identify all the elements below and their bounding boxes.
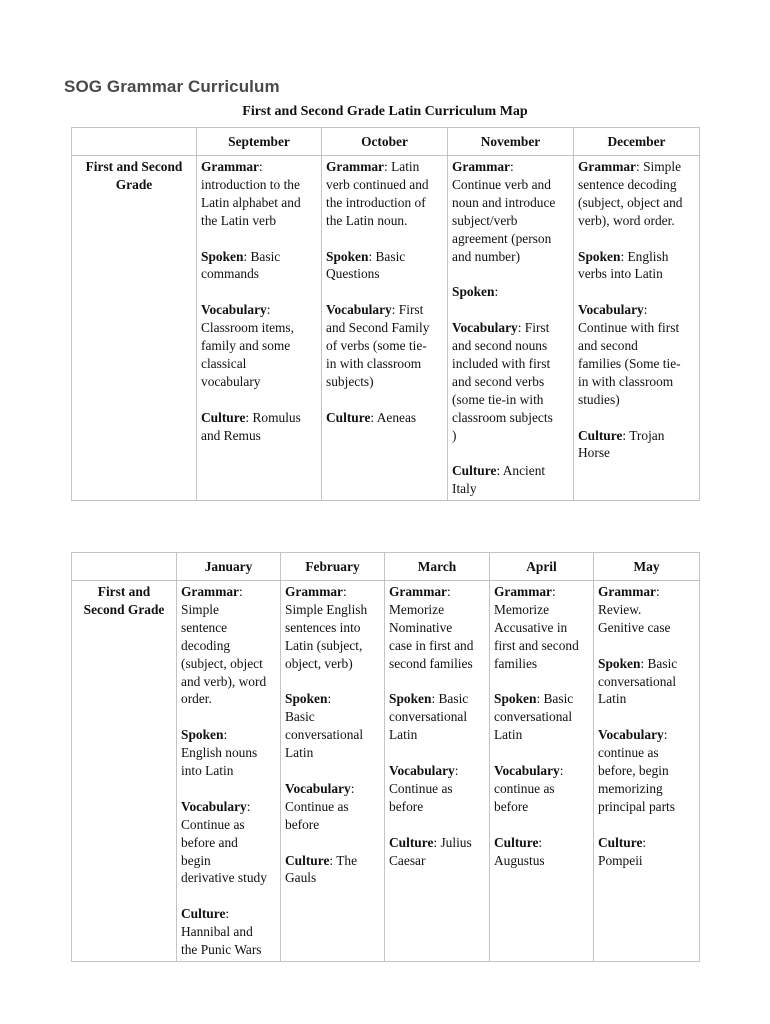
document-subtitle: First and Second Grade Latin Curriculum Map bbox=[242, 104, 528, 119]
table-row bbox=[72, 581, 700, 962]
month-cell bbox=[574, 156, 700, 501]
curriculum-table-fall bbox=[71, 127, 700, 501]
culture-entry: Culture: Julius Caesar bbox=[389, 834, 472, 868]
month-cell bbox=[322, 156, 448, 501]
row-header-grade: First and Second Grade bbox=[72, 581, 177, 962]
spoken-entry: Spoken: Basic commands bbox=[201, 248, 281, 282]
spoken-entry: Spoken: English verbs into Latin bbox=[578, 248, 669, 282]
month-header: April bbox=[490, 553, 594, 581]
grammar-entry: Grammar: Simple English sentences into Latin (subject, object, verb) bbox=[285, 584, 368, 671]
month-header: March bbox=[385, 553, 490, 581]
month-header: December bbox=[574, 128, 700, 156]
vocabulary-entry: Vocabulary: First and Second Family of verbs (some tie- in with classroom subjects) bbox=[326, 302, 430, 389]
culture-entry: Culture: Romulus and Remus bbox=[201, 409, 301, 443]
month-cell bbox=[490, 581, 594, 962]
row-header-grade: First and Second Grade bbox=[72, 156, 197, 501]
vocabulary-entry: Vocabulary: First and second nouns included with first and second verbs (some tie-in with classroom subjects ) bbox=[452, 320, 553, 443]
spoken-entry: Spoken: Basic conversational Latin bbox=[598, 655, 678, 707]
grammar-entry: Grammar: Memorize Nominative case in first and second families bbox=[389, 584, 474, 671]
vocabulary-entry: Vocabulary: continue as before, begin memorizing principal parts bbox=[598, 727, 675, 814]
curriculum-table-spring bbox=[71, 552, 700, 962]
culture-entry: Culture: Ancient Italy bbox=[452, 463, 546, 497]
month-header: September bbox=[197, 128, 322, 156]
vocabulary-entry: Vocabulary: Continue as before and begin derivative study bbox=[181, 798, 267, 886]
table-row bbox=[72, 156, 700, 501]
grammar-entry: Grammar: Simple sentence decoding (subject, object and verb), word order. bbox=[181, 584, 267, 707]
vocabulary-entry: Vocabulary: Continue as before bbox=[389, 763, 459, 814]
spoken-entry: Spoken: Basic Questions bbox=[326, 248, 406, 282]
spoken-entry: Spoken: Basic conversational Latin bbox=[389, 691, 469, 743]
month-cell bbox=[197, 156, 322, 501]
table-header-row bbox=[72, 553, 700, 581]
culture-entry: Culture: The Gauls bbox=[285, 852, 358, 886]
grammar-entry: Grammar: Review. Genitive case bbox=[598, 584, 671, 635]
vocabulary-entry: Vocabulary: Continue as before bbox=[285, 780, 355, 832]
grammar-entry: Grammar: Simple sentence decoding (subject, object and verb), word order. bbox=[578, 159, 683, 228]
corner-cell bbox=[72, 128, 197, 156]
culture-entry: Culture: Aeneas bbox=[326, 409, 417, 425]
vocabulary-entry: Vocabulary: Classroom items, family and some classical vocabulary bbox=[201, 302, 294, 389]
culture-entry: Culture: Hannibal and the Punic Wars bbox=[181, 906, 262, 958]
month-header: January bbox=[177, 553, 281, 581]
month-header: February bbox=[281, 553, 385, 581]
month-cell bbox=[594, 581, 700, 962]
culture-entry: Culture: Pompeii bbox=[598, 834, 647, 868]
vocabulary-entry: Vocabulary: continue as before bbox=[494, 763, 564, 814]
month-cell bbox=[177, 581, 281, 962]
grammar-entry: Grammar: Continue verb and noun and introduce subject/verb agreement (person and number) bbox=[452, 159, 556, 264]
month-cell bbox=[281, 581, 385, 962]
month-header: October bbox=[322, 128, 448, 156]
month-cell bbox=[385, 581, 490, 962]
corner-cell bbox=[72, 553, 177, 581]
month-header: November bbox=[448, 128, 574, 156]
spoken-entry: Spoken: Basic conversational Latin bbox=[494, 691, 574, 743]
culture-entry: Culture: Augustus bbox=[494, 834, 545, 868]
spoken-entry: Spoken: English nouns into Latin bbox=[181, 727, 258, 779]
vocabulary-entry: Vocabulary: Continue with first and second families (Some tie- in with classroom studies) bbox=[578, 302, 681, 407]
spoken-entry: Spoken: Basic conversational Latin bbox=[285, 691, 364, 761]
grammar-entry: Grammar: introduction to the Latin alphabet and the Latin verb bbox=[201, 159, 301, 228]
page-heading: SOG Grammar Curriculum bbox=[64, 77, 280, 96]
month-header: May bbox=[594, 553, 700, 581]
month-cell bbox=[448, 156, 574, 501]
table-header-row bbox=[72, 128, 700, 156]
spoken-entry: Spoken: bbox=[452, 284, 499, 300]
grammar-entry: Grammar: Latin verb continued and the introduction of the Latin noun. bbox=[326, 159, 429, 228]
culture-entry: Culture: Trojan Horse bbox=[578, 427, 665, 461]
grammar-entry: Grammar: Memorize Accusative in first and second families bbox=[494, 584, 579, 671]
